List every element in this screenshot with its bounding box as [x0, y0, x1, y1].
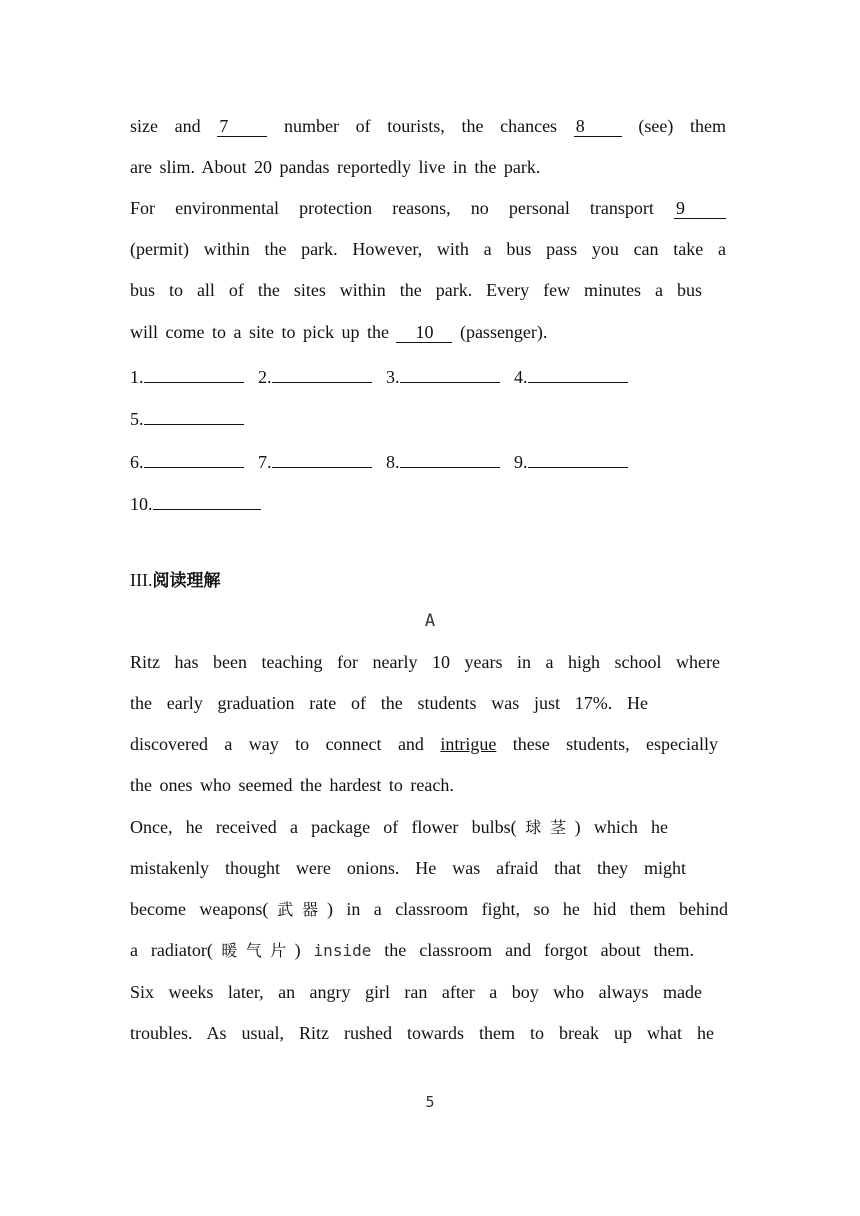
text: these students, especially	[512, 734, 719, 754]
cloze-line-4: (permit) within the park. However, with a bus pass you can take a	[130, 239, 726, 259]
text: size and	[130, 116, 201, 136]
text: )	[294, 940, 301, 960]
answer-row-4	[130, 491, 726, 516]
text: (see) them	[638, 116, 727, 136]
passage-line-5	[130, 815, 668, 840]
passage-line-4: the ones who seemed the hardest to reach.	[130, 775, 454, 795]
underlined-word: intrigue	[440, 734, 497, 754]
chinese-gloss: 球茎	[516, 818, 575, 837]
text: the classroom and forgot about them.	[384, 940, 695, 960]
answer-slot-1[interactable]: 1.	[130, 364, 244, 389]
section-title: 阅读理解	[152, 571, 221, 591]
text: number of tourists, the chances	[283, 116, 558, 136]
blank-9[interactable]: 9	[674, 198, 726, 219]
answer-row-2	[130, 406, 726, 431]
cloze-line-5: bus to all of the sites within the park. Every few minutes a bus	[130, 280, 702, 300]
text: a radiator(	[130, 940, 213, 960]
answer-slot-8[interactable]: 8.	[386, 449, 500, 474]
page-number: 5	[425, 1093, 435, 1111]
blank-8[interactable]: 8	[574, 116, 622, 137]
chinese-gloss: 暖气片	[212, 941, 295, 960]
text: will come to a site to pick up the	[130, 322, 389, 342]
cloze-line-2: are slim. About 20 pandas reportedly live in the park.	[130, 157, 541, 177]
passage-line-8	[130, 938, 694, 963]
passage-line-10: troubles. As usual, Ritz rushed towards them to break up what he	[130, 1023, 714, 1043]
text: discovered a way to connect and	[130, 734, 424, 754]
answer-slot-6[interactable]: 6.	[130, 449, 244, 474]
answer-slot-5[interactable]: 5.	[130, 406, 244, 431]
cloze-line-6	[130, 320, 726, 344]
blank-7[interactable]: 7	[217, 116, 267, 137]
answer-row-3	[130, 449, 726, 474]
text: become weapons(	[130, 899, 269, 919]
text: ) which he	[574, 817, 668, 837]
passage-line-1: Ritz has been teaching for nearly 10 years in a high school where	[130, 652, 720, 672]
passage-line-7	[130, 897, 728, 922]
answer-row-1	[130, 364, 726, 389]
mono-word: inside	[313, 941, 372, 960]
answer-slot-4[interactable]: 4.	[514, 364, 628, 389]
passage-line-3	[130, 732, 718, 756]
cloze-line-3	[130, 196, 726, 220]
blank-10[interactable]: 10	[396, 322, 452, 343]
text: ) in a classroom fight, so he hid them behind	[327, 899, 728, 919]
chinese-gloss: 武器	[268, 900, 328, 919]
cloze-line-1	[130, 114, 726, 138]
section-heading	[130, 568, 726, 593]
section-number: III.	[130, 570, 153, 590]
answer-slot-9[interactable]: 9.	[514, 449, 628, 474]
passage-line-6: mistakenly thought were onions. He was afraid that they might	[130, 858, 686, 878]
answer-slot-10[interactable]: 10.	[130, 491, 261, 516]
text: (passenger).	[459, 322, 548, 342]
answer-slot-3[interactable]: 3.	[386, 364, 500, 389]
passage-label: A	[424, 611, 436, 631]
text: For environmental protection reasons, no personal transport	[130, 198, 654, 218]
passage-line-9: Six weeks later, an angry girl ran after a boy who always made	[130, 982, 702, 1002]
passage-line-2: the early graduation rate of the students was just 17%. He	[130, 693, 648, 713]
answer-slot-2[interactable]: 2.	[258, 364, 372, 389]
text: Once, he received a package of flower bulbs(	[130, 817, 517, 837]
answer-slot-7[interactable]: 7.	[258, 449, 372, 474]
